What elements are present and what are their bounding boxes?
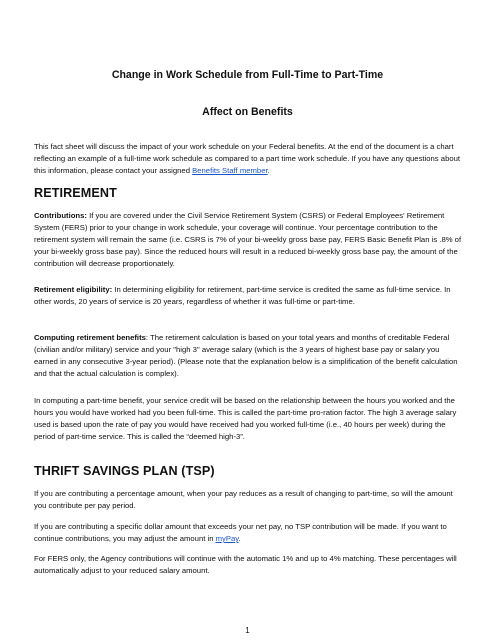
intro-paragraph: This fact sheet will discuss the impact of your work schedule on your Federal benefits. At the end of the document is a chart reflecting an example of a full-time work schedule as compared to a part time work schedule. If you have any questions about this information, please contact your assigned Benefits Staff member. xyxy=(34,142,461,176)
tsp-paragraph-1: If you are contributing a percentage amount, when your pay reduces as a result of changing to part-time, so will the amount you contribute per pay period. xyxy=(34,489,453,511)
page-subtitle: Affect on Benefits xyxy=(202,106,293,118)
parttime-paragraph: In computing a part-time benefit, your service credit will be based on the relationship between the hours you worked and the hours you would have worked had you been full-time. This is called the part-time pro-ration factor. The high 3 average salary used is based upon the rate of pay you would have received had you worked full-time (i.e., 40 hours per week) during the period of part-time service. This is called the “deemed high-3”. xyxy=(34,396,457,442)
tsp-paragraph-2: If you are contributing a specific dollar amount that exceeds your net pay, no TSP contribution will be made. If you want to continue contributions, you may adjust the amount in myPay. xyxy=(34,522,447,544)
retirement-heading: RETIREMENT xyxy=(34,186,117,200)
mypay-link[interactable]: myPay xyxy=(215,534,239,544)
tsp-paragraph-3: For FERS only, the Agency contributions will continue with the automatic 1% and up to 4% matching. These percentages will automatically adjust to your reduced salary amount. xyxy=(34,554,457,576)
computing-paragraph: Computing retirement benefits: The retirement calculation is based on your total years and months of creditable Federal (civilian and/or military) service and your "high 3" average salary (which is the 3 years of highest base pay or salary you earned in any consecutive 3-year period). (Please note that the explanation below is a simplification of the benefit calculation and that the actual calculation is complex). xyxy=(34,333,458,379)
tsp-heading: THRIFT SAVINGS PLAN (TSP) xyxy=(34,464,215,478)
eligibility-paragraph: Retirement eligibility: In determining eligibility for retirement, part-time service is credited the same as full-time service. In other words, 20 years of service is 20 years, regardless of whether it was full-time or part-time. xyxy=(34,285,451,307)
contributions-paragraph: Contributions: If you are covered under the Civil Service Retirement System (CSRS) or Federal Employees' Retirement System (FERS) prior to your change in work schedule, your coverage will continue. Your percentage contribution to the retirement system will remain the same (i.e. CSRS is 7% of your bi-weekly gross base pay, FERS Basic Benefit Plan is .8% of your bi-weekly gross base pay). Since the reduced hours will result in a reduced bi-weekly gross base pay, the amount of the contribution will decrease proportionately. xyxy=(34,211,462,269)
page-number: 1 xyxy=(245,626,250,635)
page-title: Change in Work Schedule from Full-Time to Part-Time xyxy=(111,69,384,81)
benefits-staff-link[interactable]: Benefits Staff member xyxy=(192,166,268,176)
